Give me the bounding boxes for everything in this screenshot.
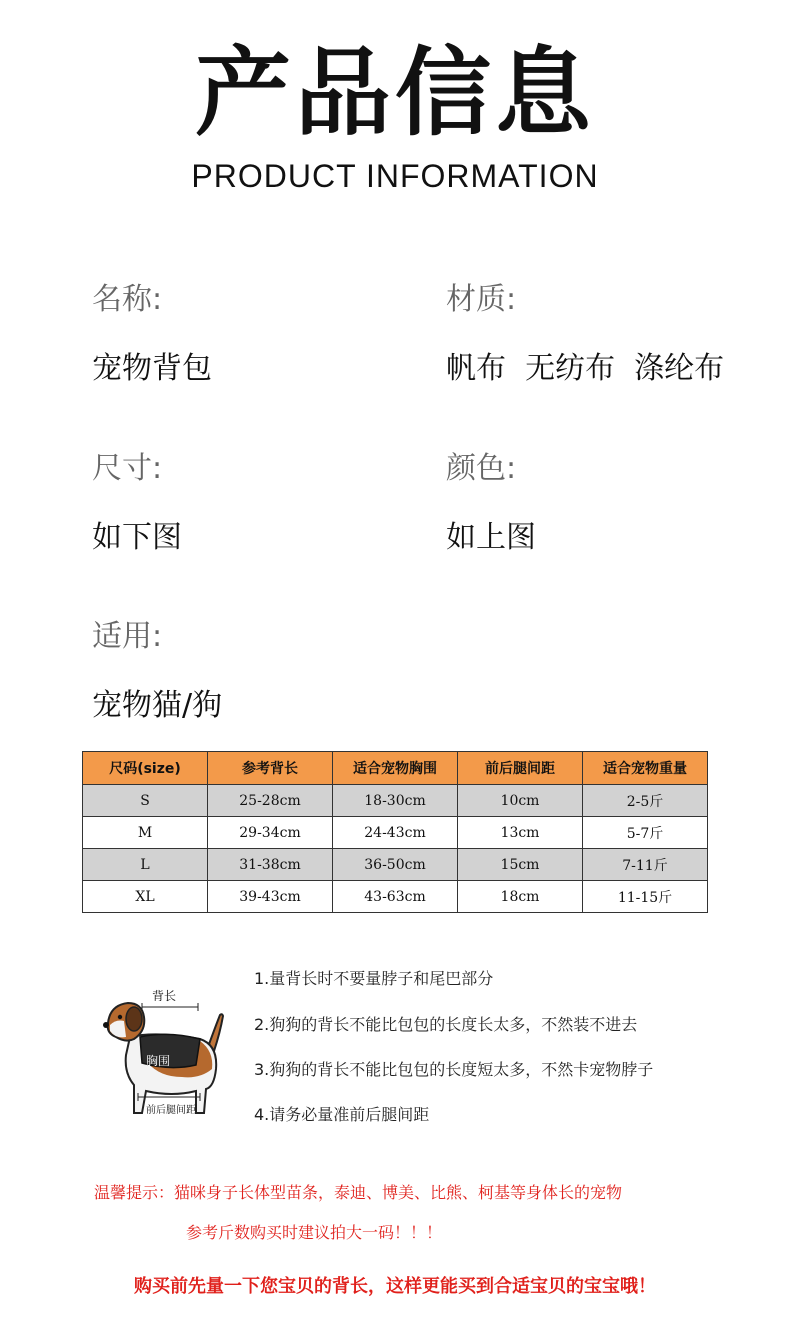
back-length-label: 背长 — [151, 989, 177, 1003]
dog-nose — [103, 1022, 109, 1028]
table-cell: 36-50cm — [333, 849, 458, 881]
header-cell: 适合宠物重量 — [583, 752, 708, 785]
table-cell: 18-30cm — [333, 785, 458, 817]
page-title: 产品信息 — [195, 37, 595, 149]
dog-measurement-diagram — [96, 985, 232, 1125]
leg-distance-label: 前后腿间距 — [146, 1105, 196, 1116]
dog-ear — [126, 1007, 142, 1031]
table-cell: 2-5斤 — [583, 785, 708, 817]
table-cell: 18cm — [458, 881, 583, 913]
table-cell: 29-34cm — [208, 817, 333, 849]
note-item: 4.请务必量准前后腿间距 — [254, 1105, 430, 1124]
table-row — [83, 785, 708, 817]
table-cell: 24-43cm — [333, 817, 458, 849]
name-value: 宠物背包 — [92, 351, 212, 386]
table-cell: M — [83, 817, 208, 849]
table-row — [83, 881, 708, 913]
size-table-header — [83, 752, 708, 785]
header-cell: 适合宠物胸围 — [333, 752, 458, 785]
page-subtitle: PRODUCT INFORMATION — [191, 158, 599, 194]
table-cell: 25-28cm — [208, 785, 333, 817]
header-cell: 参考背长 — [208, 752, 333, 785]
table-row — [83, 817, 708, 849]
color-value: 如上图 — [446, 520, 536, 555]
table-cell: 15cm — [458, 849, 583, 881]
purchase-tip: 购买前先量一下您宝贝的背长，这样更能买到合适宝贝的宝宝哦！ — [134, 1276, 656, 1297]
table-row — [83, 849, 708, 881]
material-label: 材质: — [446, 282, 517, 317]
table-cell: 13cm — [458, 817, 583, 849]
name-label: 名称: — [92, 282, 163, 317]
usage-value: 宠物猫/狗 — [92, 688, 223, 723]
note-item: 1.量背长时不要量脖子和尾巴部分 — [254, 969, 494, 988]
usage-label: 适用: — [92, 619, 163, 654]
color-label: 颜色: — [446, 451, 517, 486]
header-cell: 前后腿间距 — [458, 752, 583, 785]
table-cell: 11-15斤 — [583, 881, 708, 913]
table-cell: S — [83, 785, 208, 817]
table-cell: 5-7斤 — [583, 817, 708, 849]
table-cell: 10cm — [458, 785, 583, 817]
table-cell: 43-63cm — [333, 881, 458, 913]
header-cell: 尺码(size) — [83, 752, 208, 785]
size-label: 尺寸: — [92, 451, 163, 486]
dog-eye — [118, 1015, 122, 1019]
note-item: 2.狗狗的背长不能比包包的长度长太多，不然装不进去 — [254, 1015, 638, 1034]
material-value: 帆布 无纺布 涤纶布 — [446, 351, 725, 386]
warm-tip-line-1: 温馨提示：猫咪身子长体型苗条，泰迪、博美、比熊、柯基等身体长的宠物 — [94, 1183, 623, 1202]
warm-tip-line-2: 参考斤数购买时建议拍大一码！！！ — [186, 1223, 443, 1242]
table-cell: L — [83, 849, 208, 881]
size-table — [82, 751, 708, 913]
note-item: 3.狗狗的背长不能比包包的长度短太多，不然卡宠物脖子 — [254, 1060, 654, 1079]
size-value: 如下图 — [92, 520, 182, 555]
chest-label: 胸围 — [145, 1054, 171, 1068]
table-cell: 31-38cm — [208, 849, 333, 881]
table-cell: 39-43cm — [208, 881, 333, 913]
table-cell: XL — [83, 881, 208, 913]
table-cell: 7-11斤 — [583, 849, 708, 881]
